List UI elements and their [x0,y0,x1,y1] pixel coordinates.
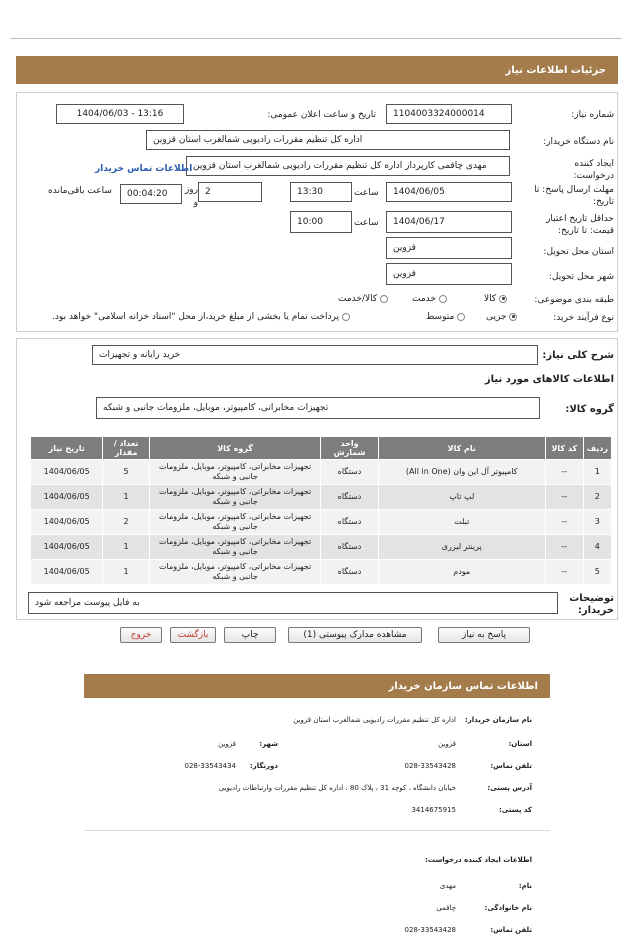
creator-last-name-label: نام خانوادگی: [484,904,532,912]
cell-group: تجهیزات مخابراتی، کامپیوتر، موبایل، ملزومات جانبی و شبکه [149,510,321,535]
cell-code: -- [545,510,583,535]
need-number-label: شماره نیاز: [571,110,614,120]
radio-selected-icon[interactable] [499,295,507,303]
contact-title-bar [84,674,550,698]
contact-phone: 028-33543428 [404,762,456,770]
contact-phone-label: تلفن تماس: [490,762,532,770]
table-row[interactable] [31,510,612,535]
remaining-time-field: 00:04:20 [120,184,182,204]
creator-info-title: اطلاعات ایجاد کننده درخواست: [425,856,532,864]
cell-date: 1404/06/05 [31,460,103,485]
cell-unit: دستگاه [321,535,378,560]
creator-last-name: چاقمی [436,904,456,912]
cell-date: 1404/06/05 [31,485,103,510]
deadline-date-field: 1404/06/05 [386,182,512,202]
goods-group-field: تجهیزات مخابراتی، کامپیوتر، موبایل، ملزومات جانبی و شبکه [96,397,540,419]
category-option-goods-label: کالا [484,294,497,304]
announce-label: تاریخ و ساعت اعلان عمومی: [267,110,376,120]
page-title-bar [16,56,618,84]
radio-icon[interactable] [342,313,350,321]
cell-qty: 2 [103,510,149,535]
contact-title: اطلاعات تماس سازمان خریدار [388,680,538,692]
cell-name: مودم [378,560,545,585]
contact-postal: 3414675915 [411,806,456,814]
announce-field [56,104,184,124]
table-row[interactable] [31,460,612,485]
deadline-time-field: 13:30 [290,182,352,202]
col-name: نام کالا [378,437,545,460]
page-title: جزئیات اطلاعات نیاز [505,64,606,76]
deadline-label: مهلت ارسال پاسخ: تا تاریخ: [534,185,614,207]
days-label: روز و [184,185,198,208]
contact-address-label: آدرس پستی: [487,784,532,792]
cell-name: پرینتر لیزری [378,535,545,560]
cell-date: 1404/06/05 [31,535,103,560]
col-row: ردیف [583,437,611,460]
deadline-time-label: ساعت [354,188,379,198]
cell-qty: 5 [103,460,149,485]
validity-time-label: ساعت [354,218,379,228]
cell-name: لپ تاپ [378,485,545,510]
cell-row: 4 [583,535,611,560]
cell-code: -- [545,460,583,485]
category-option-both-label: کالا/خدمت [338,294,378,304]
col-qty: تعداد / مقدار [103,437,149,460]
cell-unit: دستگاه [321,485,378,510]
validity-label: حداقل تاریخ اعتبار قیمت: تا تاریخ: [546,214,614,236]
cell-name: کامپیوتر آل این وان (All in One) [378,460,545,485]
contact-postal-label: کد پستی: [498,806,532,814]
radio-selected-icon[interactable] [509,313,517,321]
process-option-minor-label: جزیی [486,312,507,322]
cell-date: 1404/06/05 [31,510,103,535]
cell-group: تجهیزات مخابراتی، کامپیوتر، موبایل، ملزومات جانبی و شبکه [149,535,321,560]
col-group: گروه کالا [149,437,321,460]
back-button[interactable]: بازگشت [170,627,216,643]
col-unit: واحد شمارش [321,437,378,460]
radio-icon[interactable] [439,295,447,303]
cell-code: -- [545,485,583,510]
notes-field: به فایل پیوست مراجعه شود [28,592,558,614]
contact-org-label: نام سازمان خریدار: [464,716,532,724]
contact-divider [84,830,550,831]
validity-time-field: 10:00 [290,211,352,233]
cell-name: تبلت [378,510,545,535]
table-row[interactable] [31,560,612,585]
treasury-note: پرداخت تمام یا بخشی از مبلغ خرید،از محل "اسناد خزانه اسلامی" خواهد بود. [52,312,340,322]
creator-label: ایجاد کننده درخواست: [573,159,614,181]
cell-row: 5 [583,560,611,585]
cell-row: 2 [583,485,611,510]
col-date: تاریخ نیاز [31,437,103,460]
goods-group-label: گروه کالا: [565,404,614,415]
cell-group: تجهیزات مخابراتی، کامپیوتر، موبایل، ملزومات جانبی و شبکه [149,485,321,510]
province-label: استان محل تحویل: [543,247,614,257]
need-number-field: 1104003324000014 [386,104,512,124]
buyer-org-label: نام دستگاه خریدار: [543,137,614,147]
announce-value: 1404/06/03 - 13:16 [76,109,164,119]
cell-unit: دستگاه [321,510,378,535]
category-option-service[interactable] [412,294,447,304]
exit-button[interactable]: خروج [120,627,162,643]
creator-first-name: مهدی [439,882,456,890]
cell-qty: 1 [103,485,149,510]
table-row[interactable] [31,485,612,510]
contact-province-label: استان: [508,740,532,748]
creator-first-name-label: نام: [518,882,532,890]
contact-province: قزوین [438,740,456,748]
process-option-minor[interactable] [486,312,517,322]
cell-qty: 1 [103,535,149,560]
cell-qty: 1 [103,560,149,585]
goods-section-title: اطلاعات کالاهای مورد نیاز [484,374,614,385]
contact-fax: 028-33543434 [184,762,236,770]
reply-button[interactable]: پاسخ به نیاز [438,627,530,643]
treasury-option[interactable] [52,312,350,322]
cell-code: -- [545,560,583,585]
city-field: قزوین [386,263,512,285]
buyer-org-field: اداره کل تنظیم مقررات رادیویی شمالغرب استان قزوین [146,130,510,150]
category-label: طبقه بندی موضوعی: [534,295,614,305]
process-option-medium[interactable] [426,312,465,322]
province-field: قزوین [386,237,512,259]
notes-label: توضیحات خریدار: [569,593,614,616]
goods-table [30,436,612,585]
print-button[interactable]: چاپ [224,627,276,643]
cell-row: 1 [583,460,611,485]
radio-icon[interactable] [457,313,465,321]
cell-group: تجهیزات مخابراتی، کامپیوتر، موبایل، ملزومات جانبی و شبکه [149,460,321,485]
category-option-goods[interactable] [484,294,507,304]
table-header-row [31,437,612,460]
cell-unit: دستگاه [321,460,378,485]
process-option-medium-label: متوسط [426,312,455,322]
cell-unit: دستگاه [321,560,378,585]
col-code: کد کالا [545,437,583,460]
contact-city-label: شهر: [259,740,278,748]
contact-fax-label: دورنگار: [249,762,278,770]
creator-phone-label: تلفن تماس: [490,926,532,934]
contact-org: اداره کل تنظیم مقررات رادیویی شمالغرب استان قزوین [293,716,456,724]
creator-field: مهدی چاقمی کارپرداز اداره کل تنظیم مقررات رادیویی شمالغرب استان قزوین [186,156,510,176]
days-field: 2 [198,182,262,202]
cell-row: 3 [583,510,611,535]
remaining-label: ساعت باقی‌مانده [48,186,112,196]
top-divider [10,38,622,39]
attachments-button[interactable]: مشاهده مدارک پیوستی (1) [288,627,422,643]
process-label: نوع فرآیند خرید: [553,313,614,323]
table-row[interactable] [31,535,612,560]
contact-buyer-link[interactable]: اطلاعات تماس خریدار [95,164,193,174]
category-option-service-label: خدمت [412,294,436,304]
summary-label: شرح کلی نیاز: [542,350,614,361]
summary-field: خرید رایانه و تجهیزات [92,345,538,365]
creator-phone: 028-33543428 [404,926,456,934]
cell-code: -- [545,535,583,560]
contact-address: خیابان دانشگاه ، کوچه 31 ، پلاک 80 ، اداره کل تنظیم مقررات وارتباطات رادیویی [218,784,456,792]
city-label: شهر محل تحویل: [548,272,614,282]
cell-group: تجهیزات مخابراتی، کامپیوتر، موبایل، ملزومات جانبی و شبکه [149,560,321,585]
contact-city: قزوین [218,740,236,748]
validity-date-field: 1404/06/17 [386,211,512,233]
category-option-both[interactable] [338,294,388,304]
radio-icon[interactable] [380,295,388,303]
cell-date: 1404/06/05 [31,560,103,585]
